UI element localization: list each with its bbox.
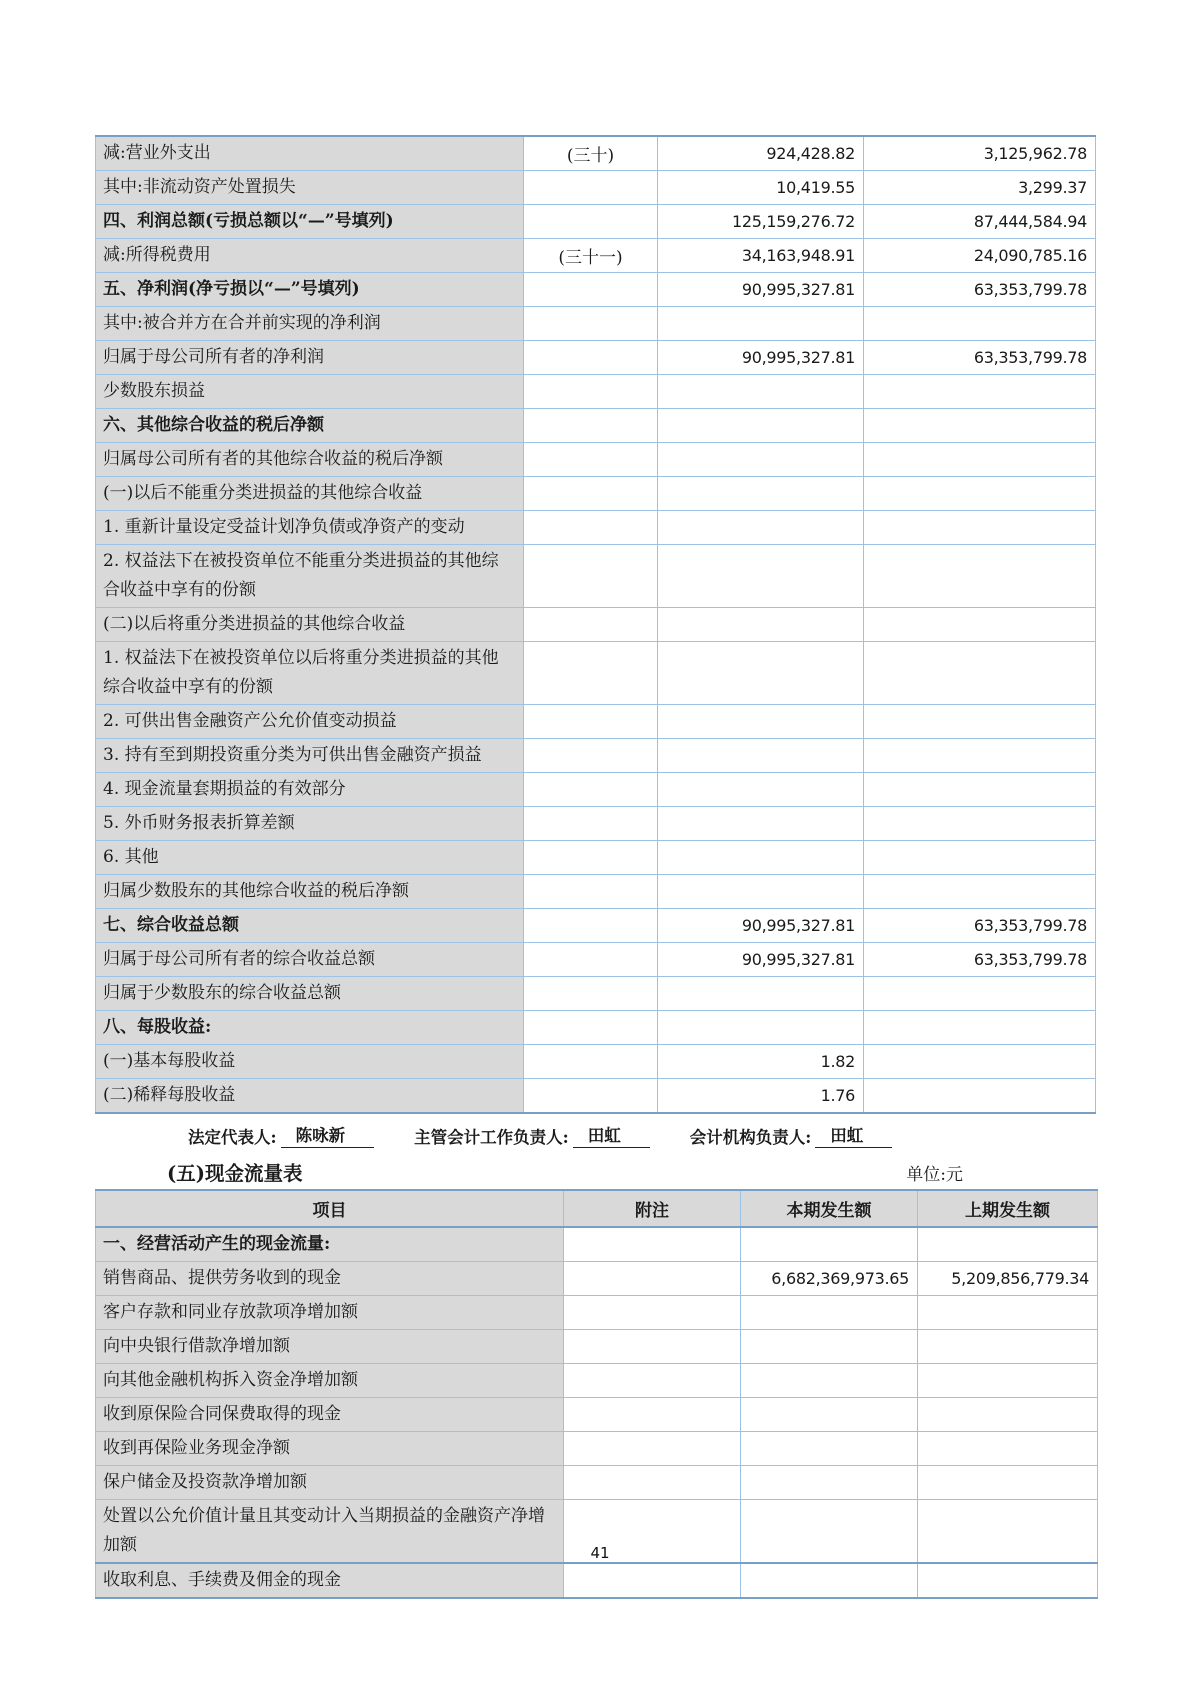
note-cell	[524, 171, 658, 205]
page-number: 41	[590, 1544, 610, 1562]
note-cell	[564, 1296, 741, 1330]
header-item: 项目	[96, 1190, 564, 1227]
table-row	[96, 705, 1096, 739]
prior-period-cell	[918, 1364, 1098, 1398]
table-row	[96, 1079, 1096, 1114]
cashflow-table-header	[96, 1190, 1098, 1227]
prior-period-cell	[864, 545, 1096, 608]
table-row	[96, 545, 1096, 608]
current-period-cell	[741, 1466, 918, 1500]
note-cell	[524, 909, 658, 943]
item-cell: 归属于少数股东的综合收益总额	[96, 977, 524, 1011]
current-period-cell: 6,682,369,973.65	[741, 1262, 918, 1296]
note-cell	[524, 375, 658, 409]
item-cell: 4. 现金流量套期损益的有效部分	[96, 773, 524, 807]
table-row	[96, 1296, 1098, 1330]
note-cell	[524, 1079, 658, 1114]
table-row	[96, 1563, 1098, 1598]
item-cell: 2. 可供出售金融资产公允价值变动损益	[96, 705, 524, 739]
prior-period-cell	[864, 511, 1096, 545]
note-cell	[524, 807, 658, 841]
prior-period-cell	[864, 1045, 1096, 1079]
prior-period-cell	[864, 977, 1096, 1011]
note-cell	[524, 875, 658, 909]
item-cell: 6. 其他	[96, 841, 524, 875]
note-cell	[524, 608, 658, 642]
item-cell: 其中:被合并方在合并前实现的净利润	[96, 307, 524, 341]
current-period-cell	[741, 1432, 918, 1466]
table-row	[96, 341, 1096, 375]
note-cell	[524, 341, 658, 375]
table-row	[96, 943, 1096, 977]
note-cell	[524, 477, 658, 511]
item-cell: 八、每股收益:	[96, 1011, 524, 1045]
prior-period-cell: 3,299.37	[864, 171, 1096, 205]
item-cell: 七、综合收益总额	[96, 909, 524, 943]
table-row	[96, 1364, 1098, 1398]
table-row	[96, 1262, 1098, 1296]
item-cell: 客户存款和同业存放款项净增加额	[96, 1296, 564, 1330]
prior-period-cell	[864, 409, 1096, 443]
table-row	[96, 239, 1096, 273]
current-period-cell: 1.76	[658, 1079, 864, 1114]
prior-period-cell	[864, 443, 1096, 477]
item-cell: 四、利润总额(亏损总额以“—”号填列)	[96, 205, 524, 239]
note-cell	[564, 1262, 741, 1296]
current-period-cell: 90,995,327.81	[658, 909, 864, 943]
current-period-cell	[658, 307, 864, 341]
table-row	[96, 1398, 1098, 1432]
prior-period-cell: 3,125,962.78	[864, 136, 1096, 171]
current-period-cell	[658, 511, 864, 545]
table-row	[96, 909, 1096, 943]
current-period-cell: 90,995,327.81	[658, 943, 864, 977]
prior-period-cell: 63,353,799.78	[864, 341, 1096, 375]
note-cell	[564, 1330, 741, 1364]
note-cell	[564, 1563, 741, 1598]
table-row	[96, 1432, 1098, 1466]
item-cell: 2. 权益法下在被投资单位不能重分类进损益的其他综合收益中享有的份额	[96, 545, 524, 608]
legal-representative-name: 陈咏新	[281, 1122, 375, 1148]
item-cell: 少数股东损益	[96, 375, 524, 409]
prior-period-cell	[864, 807, 1096, 841]
note-cell	[524, 773, 658, 807]
table-row	[96, 1330, 1098, 1364]
current-period-cell	[658, 443, 864, 477]
current-period-cell	[658, 807, 864, 841]
note-cell	[564, 1398, 741, 1432]
prior-period-cell	[918, 1227, 1098, 1262]
note-cell	[524, 1045, 658, 1079]
legal-representative	[188, 1122, 374, 1148]
item-cell: 归属于母公司所有者的净利润	[96, 341, 524, 375]
current-period-cell	[658, 705, 864, 739]
item-cell: 处置以公允价值计量且其变动计入当期损益的金融资产净增加额	[96, 1500, 564, 1564]
cash-flow-statement-table	[95, 1189, 1098, 1599]
note-cell	[524, 943, 658, 977]
header-prior-period: 上期发生额	[918, 1190, 1098, 1227]
note-cell	[524, 977, 658, 1011]
table-row	[96, 273, 1096, 307]
income-table-body	[96, 136, 1096, 1113]
cashflow-table-body	[96, 1227, 1098, 1598]
page-content	[95, 135, 1097, 1599]
table-row	[96, 136, 1096, 171]
item-cell: 五、净利润(净亏损以“—”号填列)	[96, 273, 524, 307]
legal-representative-label: 法定代表人:	[188, 1128, 277, 1147]
item-cell: 减:所得税费用	[96, 239, 524, 273]
note-cell	[564, 1466, 741, 1500]
current-period-cell: 10,419.55	[658, 171, 864, 205]
note-cell	[524, 273, 658, 307]
prior-period-cell	[864, 307, 1096, 341]
table-row	[96, 875, 1096, 909]
note-cell	[564, 1227, 741, 1262]
item-cell: (二)以后将重分类进损益的其他综合收益	[96, 608, 524, 642]
item-cell: 保户储金及投资款净增加额	[96, 1466, 564, 1500]
item-cell: 收取利息、手续费及佣金的现金	[96, 1563, 564, 1598]
current-period-cell: 125,159,276.72	[658, 205, 864, 239]
unit-label: 单位:元	[906, 1164, 963, 1185]
prior-period-cell: 5,209,856,779.34	[918, 1262, 1098, 1296]
table-row	[96, 841, 1096, 875]
prior-period-cell	[864, 875, 1096, 909]
item-cell: 销售商品、提供劳务收到的现金	[96, 1262, 564, 1296]
current-period-cell	[658, 409, 864, 443]
current-period-cell: 90,995,327.81	[658, 341, 864, 375]
income-statement-continued-table	[95, 135, 1096, 1114]
prior-period-cell	[864, 1079, 1096, 1114]
table-row	[96, 977, 1096, 1011]
note-cell	[524, 307, 658, 341]
item-cell: 向其他金融机构拆入资金净增加额	[96, 1364, 564, 1398]
current-period-cell	[658, 841, 864, 875]
chief-accountant	[414, 1122, 650, 1148]
table-row	[96, 171, 1096, 205]
current-period-cell	[741, 1330, 918, 1364]
note-cell: (三十一)	[524, 239, 658, 273]
current-period-cell	[741, 1364, 918, 1398]
section-title: (五)现金流量表	[167, 1162, 303, 1185]
item-cell: 向中央银行借款净增加额	[96, 1330, 564, 1364]
current-period-cell	[658, 977, 864, 1011]
note-cell	[524, 409, 658, 443]
table-row	[96, 409, 1096, 443]
prior-period-cell	[864, 642, 1096, 705]
note-cell	[524, 443, 658, 477]
prior-period-cell	[864, 608, 1096, 642]
current-period-cell	[658, 773, 864, 807]
table-row	[96, 477, 1096, 511]
item-cell: (二)稀释每股收益	[96, 1079, 524, 1114]
item-cell: 1. 重新计量设定受益计划净负债或净资产的变动	[96, 511, 524, 545]
chief-accountant-name: 田虹	[573, 1122, 650, 1148]
item-cell: 1. 权益法下在被投资单位以后将重分类进损益的其他综合收益中享有的份额	[96, 642, 524, 705]
header-current-period: 本期发生额	[741, 1190, 918, 1227]
item-cell: 减:营业外支出	[96, 136, 524, 171]
item-cell: (一)以后不能重分类进损益的其他综合收益	[96, 477, 524, 511]
prior-period-cell	[864, 739, 1096, 773]
prior-period-cell	[864, 773, 1096, 807]
note-cell	[524, 511, 658, 545]
table-row	[96, 375, 1096, 409]
current-period-cell: 34,163,948.91	[658, 239, 864, 273]
table-row	[96, 807, 1096, 841]
current-period-cell: 90,995,327.81	[658, 273, 864, 307]
current-period-cell	[741, 1227, 918, 1262]
item-cell: 归属母公司所有者的其他综合收益的税后净额	[96, 443, 524, 477]
prior-period-cell: 63,353,799.78	[864, 273, 1096, 307]
section-heading-row	[95, 1155, 1097, 1189]
table-row	[96, 511, 1096, 545]
accounting-department-head-name: 田虹	[815, 1122, 892, 1148]
table-row	[96, 773, 1096, 807]
item-cell: 一、经营活动产生的现金流量:	[96, 1227, 564, 1262]
current-period-cell	[658, 608, 864, 642]
current-period-cell: 924,428.82	[658, 136, 864, 171]
table-row	[96, 739, 1096, 773]
note-cell	[524, 841, 658, 875]
note-cell: (三十)	[524, 136, 658, 171]
current-period-cell	[741, 1398, 918, 1432]
current-period-cell	[658, 477, 864, 511]
prior-period-cell	[918, 1563, 1098, 1598]
item-cell: 归属于母公司所有者的综合收益总额	[96, 943, 524, 977]
signature-line	[95, 1121, 1097, 1148]
current-period-cell	[741, 1296, 918, 1330]
table-row	[96, 1045, 1096, 1079]
table-row	[96, 307, 1096, 341]
note-cell	[524, 642, 658, 705]
table-row	[96, 1466, 1098, 1500]
note-cell	[524, 1011, 658, 1045]
prior-period-cell	[918, 1466, 1098, 1500]
note-cell	[524, 705, 658, 739]
table-row	[96, 608, 1096, 642]
table-row	[96, 443, 1096, 477]
current-period-cell	[741, 1563, 918, 1598]
header-row	[96, 1190, 1098, 1227]
item-cell: 归属少数股东的其他综合收益的税后净额	[96, 875, 524, 909]
item-cell: 其中:非流动资产处置损失	[96, 171, 524, 205]
item-cell: 收到原保险合同保费取得的现金	[96, 1398, 564, 1432]
prior-period-cell	[918, 1432, 1098, 1466]
prior-period-cell	[864, 375, 1096, 409]
prior-period-cell	[918, 1296, 1098, 1330]
current-period-cell	[658, 545, 864, 608]
prior-period-cell: 87,444,584.94	[864, 205, 1096, 239]
note-cell	[524, 545, 658, 608]
note-cell	[524, 205, 658, 239]
accounting-department-head	[690, 1122, 893, 1148]
table-row	[96, 1011, 1096, 1045]
prior-period-cell: 24,090,785.16	[864, 239, 1096, 273]
chief-accountant-label: 主管会计工作负责人:	[414, 1128, 569, 1147]
item-cell: (一)基本每股收益	[96, 1045, 524, 1079]
current-period-cell	[658, 375, 864, 409]
item-cell: 六、其他综合收益的税后净额	[96, 409, 524, 443]
item-cell: 3. 持有至到期投资重分类为可供出售金融资产损益	[96, 739, 524, 773]
prior-period-cell	[864, 841, 1096, 875]
header-note: 附注	[564, 1190, 741, 1227]
table-row	[96, 1227, 1098, 1262]
prior-period-cell	[864, 705, 1096, 739]
table-row	[96, 642, 1096, 705]
prior-period-cell: 63,353,799.78	[864, 909, 1096, 943]
current-period-cell	[658, 1011, 864, 1045]
current-period-cell	[658, 642, 864, 705]
table-row	[96, 205, 1096, 239]
prior-period-cell	[864, 1011, 1096, 1045]
current-period-cell	[658, 875, 864, 909]
prior-period-cell	[864, 477, 1096, 511]
accounting-department-head-label: 会计机构负责人:	[689, 1128, 812, 1147]
note-cell	[564, 1364, 741, 1398]
note-cell	[564, 1432, 741, 1466]
prior-period-cell	[918, 1330, 1098, 1364]
item-cell: 收到再保险业务现金净额	[96, 1432, 564, 1466]
current-period-cell	[658, 739, 864, 773]
prior-period-cell: 63,353,799.78	[864, 943, 1096, 977]
note-cell	[524, 739, 658, 773]
current-period-cell: 1.82	[658, 1045, 864, 1079]
item-cell: 5. 外币财务报表折算差额	[96, 807, 524, 841]
prior-period-cell	[918, 1398, 1098, 1432]
